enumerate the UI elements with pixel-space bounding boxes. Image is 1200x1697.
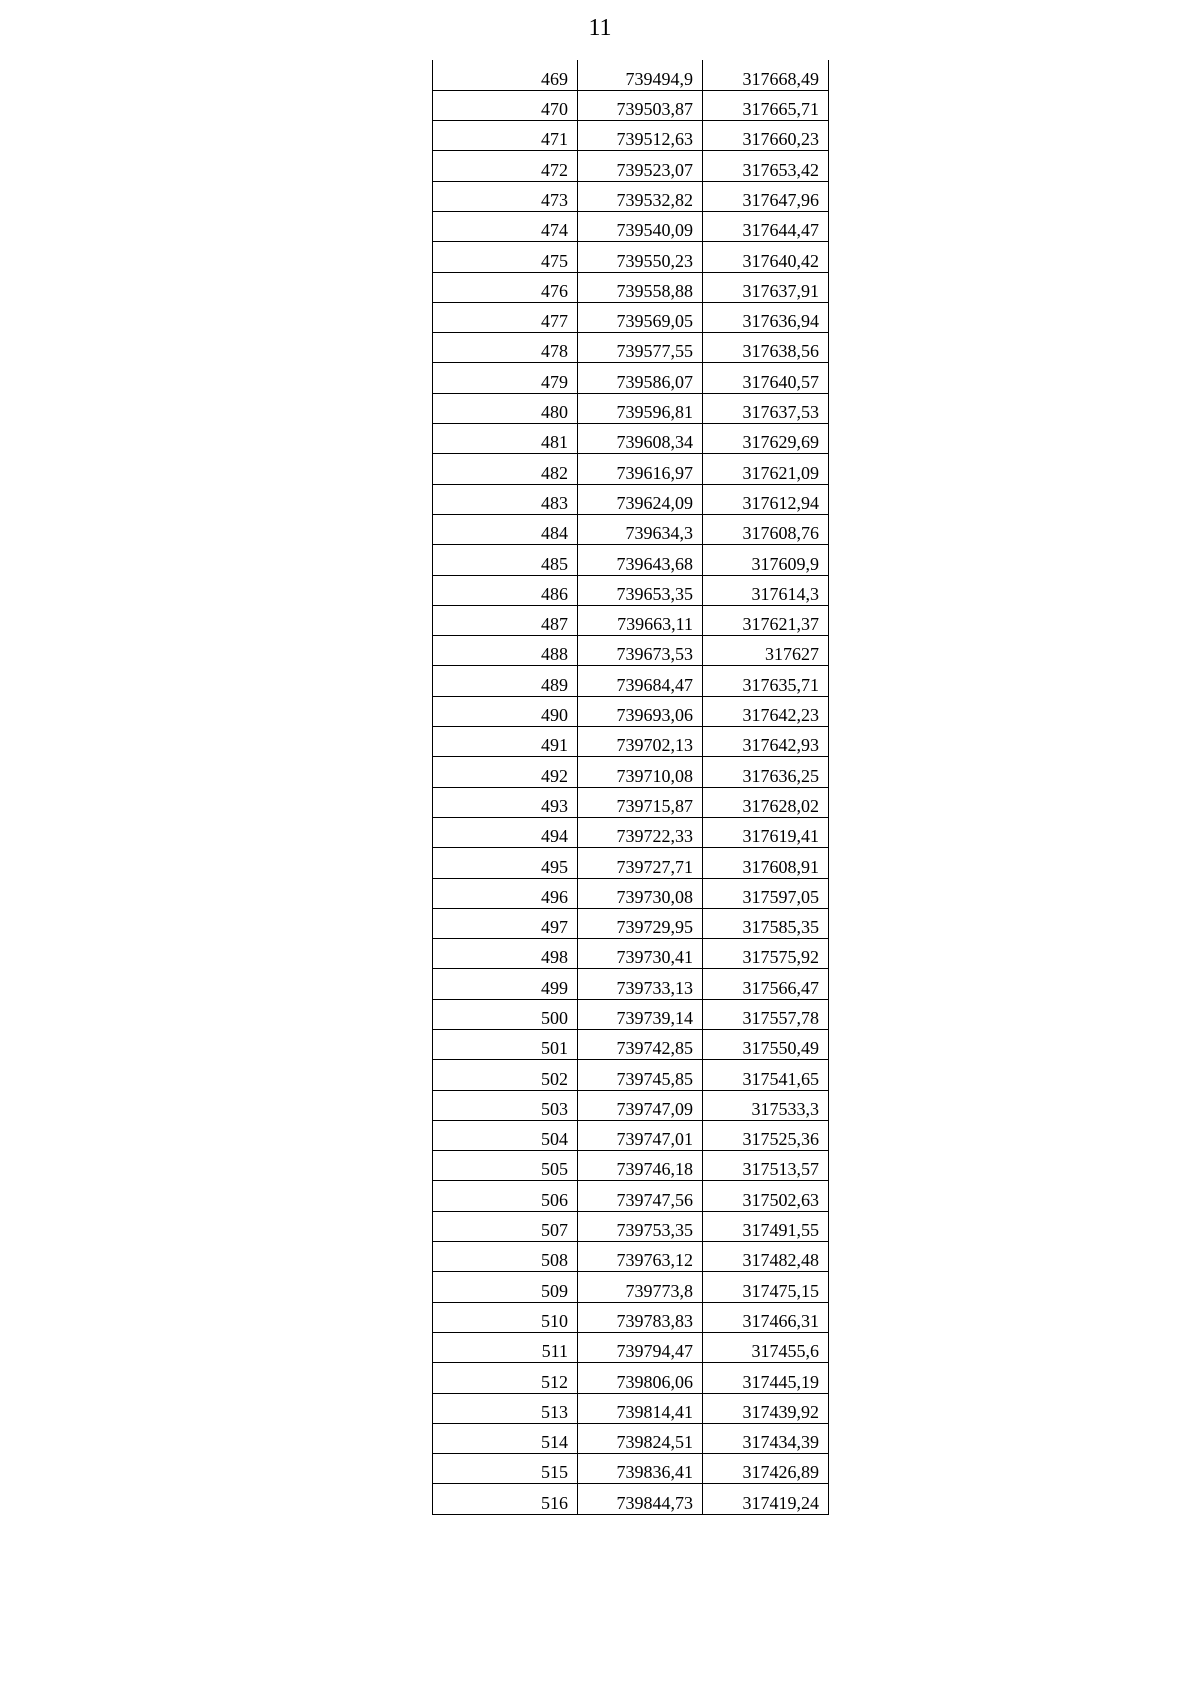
x-coordinate-cell: 739814,41 <box>578 1393 703 1423</box>
y-coordinate-cell: 317566,47 <box>703 969 829 999</box>
x-coordinate-cell: 739512,63 <box>578 121 703 151</box>
table-row <box>433 393 829 423</box>
x-coordinate-cell: 739783,83 <box>578 1302 703 1332</box>
coordinates-table-body <box>433 60 829 1514</box>
point-number-cell: 496 <box>433 878 578 908</box>
x-coordinate-cell: 739794,47 <box>578 1332 703 1362</box>
y-coordinate-cell: 317637,91 <box>703 272 829 302</box>
point-number-cell: 474 <box>433 211 578 241</box>
table-row <box>433 939 829 969</box>
x-coordinate-cell: 739763,12 <box>578 1242 703 1272</box>
x-coordinate-cell: 739806,06 <box>578 1363 703 1393</box>
y-coordinate-cell: 317419,24 <box>703 1484 829 1514</box>
table-row <box>433 484 829 514</box>
point-number-cell: 513 <box>433 1393 578 1423</box>
point-number-cell: 500 <box>433 999 578 1029</box>
y-coordinate-cell: 317502,63 <box>703 1181 829 1211</box>
y-coordinate-cell: 317638,56 <box>703 333 829 363</box>
point-number-cell: 503 <box>433 1090 578 1120</box>
x-coordinate-cell: 739733,13 <box>578 969 703 999</box>
x-coordinate-cell: 739569,05 <box>578 302 703 332</box>
y-coordinate-cell: 317621,37 <box>703 605 829 635</box>
x-coordinate-cell: 739643,68 <box>578 545 703 575</box>
y-coordinate-cell: 317642,93 <box>703 727 829 757</box>
point-number-cell: 505 <box>433 1151 578 1181</box>
point-number-cell: 493 <box>433 787 578 817</box>
y-coordinate-cell: 317637,53 <box>703 393 829 423</box>
page-number: 11 <box>588 15 612 41</box>
table-row <box>433 666 829 696</box>
point-number-cell: 512 <box>433 1363 578 1393</box>
x-coordinate-cell: 739693,06 <box>578 696 703 726</box>
point-number-cell: 508 <box>433 1242 578 1272</box>
x-coordinate-cell: 739523,07 <box>578 151 703 181</box>
table-row <box>433 302 829 332</box>
x-coordinate-cell: 739745,85 <box>578 1060 703 1090</box>
table-row <box>433 1060 829 1090</box>
table-row <box>433 1120 829 1150</box>
x-coordinate-cell: 739684,47 <box>578 666 703 696</box>
x-coordinate-cell: 739673,53 <box>578 636 703 666</box>
x-coordinate-cell: 739586,07 <box>578 363 703 393</box>
point-number-cell: 510 <box>433 1302 578 1332</box>
point-number-cell: 471 <box>433 121 578 151</box>
x-coordinate-cell: 739747,09 <box>578 1090 703 1120</box>
y-coordinate-cell: 317491,55 <box>703 1211 829 1241</box>
point-number-cell: 487 <box>433 605 578 635</box>
x-coordinate-cell: 739608,34 <box>578 424 703 454</box>
table-row <box>433 151 829 181</box>
point-number-cell: 484 <box>433 514 578 544</box>
table-row <box>433 1030 829 1060</box>
point-number-cell: 486 <box>433 575 578 605</box>
table-row <box>433 1363 829 1393</box>
table-row <box>433 757 829 787</box>
x-coordinate-cell: 739503,87 <box>578 90 703 120</box>
y-coordinate-cell: 317608,91 <box>703 848 829 878</box>
table-row <box>433 60 829 90</box>
x-coordinate-cell: 739702,13 <box>578 727 703 757</box>
point-number-cell: 495 <box>433 848 578 878</box>
point-number-cell: 501 <box>433 1030 578 1060</box>
table-row <box>433 727 829 757</box>
table-row <box>433 878 829 908</box>
y-coordinate-cell: 317597,05 <box>703 878 829 908</box>
y-coordinate-cell: 317513,57 <box>703 1151 829 1181</box>
y-coordinate-cell: 317612,94 <box>703 484 829 514</box>
table-row <box>433 181 829 211</box>
point-number-cell: 477 <box>433 302 578 332</box>
x-coordinate-cell: 739729,95 <box>578 908 703 938</box>
y-coordinate-cell: 317665,71 <box>703 90 829 120</box>
x-coordinate-cell: 739710,08 <box>578 757 703 787</box>
y-coordinate-cell: 317647,96 <box>703 181 829 211</box>
point-number-cell: 499 <box>433 969 578 999</box>
y-coordinate-cell: 317628,02 <box>703 787 829 817</box>
table-row <box>433 1242 829 1272</box>
table-row <box>433 1393 829 1423</box>
y-coordinate-cell: 317621,09 <box>703 454 829 484</box>
table-row <box>433 211 829 241</box>
y-coordinate-cell: 317445,19 <box>703 1363 829 1393</box>
x-coordinate-cell: 739742,85 <box>578 1030 703 1060</box>
table-row <box>433 1090 829 1120</box>
table-row <box>433 454 829 484</box>
point-number-cell: 478 <box>433 333 578 363</box>
table-row <box>433 90 829 120</box>
y-coordinate-cell: 317608,76 <box>703 514 829 544</box>
table-row <box>433 1332 829 1362</box>
point-number-cell: 473 <box>433 181 578 211</box>
table-row <box>433 424 829 454</box>
x-coordinate-cell: 739753,35 <box>578 1211 703 1241</box>
x-coordinate-cell: 739558,88 <box>578 272 703 302</box>
table-row <box>433 242 829 272</box>
point-number-cell: 482 <box>433 454 578 484</box>
y-coordinate-cell: 317439,92 <box>703 1393 829 1423</box>
x-coordinate-cell: 739663,11 <box>578 605 703 635</box>
table-row <box>433 908 829 938</box>
x-coordinate-cell: 739577,55 <box>578 333 703 363</box>
table-row <box>433 696 829 726</box>
point-number-cell: 491 <box>433 727 578 757</box>
point-number-cell: 516 <box>433 1484 578 1514</box>
y-coordinate-cell: 317541,65 <box>703 1060 829 1090</box>
table-row <box>433 1181 829 1211</box>
y-coordinate-cell: 317640,42 <box>703 242 829 272</box>
y-coordinate-cell: 317525,36 <box>703 1120 829 1150</box>
y-coordinate-cell: 317475,15 <box>703 1272 829 1302</box>
y-coordinate-cell: 317434,39 <box>703 1423 829 1453</box>
point-number-cell: 502 <box>433 1060 578 1090</box>
table-row <box>433 1454 829 1484</box>
table-row <box>433 363 829 393</box>
point-number-cell: 481 <box>433 424 578 454</box>
y-coordinate-cell: 317636,25 <box>703 757 829 787</box>
point-number-cell: 515 <box>433 1454 578 1484</box>
point-number-cell: 507 <box>433 1211 578 1241</box>
point-number-cell: 472 <box>433 151 578 181</box>
x-coordinate-cell: 739773,8 <box>578 1272 703 1302</box>
point-number-cell: 469 <box>433 60 578 90</box>
y-coordinate-cell: 317619,41 <box>703 817 829 847</box>
table-row <box>433 787 829 817</box>
x-coordinate-cell: 739624,09 <box>578 484 703 514</box>
y-coordinate-cell: 317575,92 <box>703 939 829 969</box>
x-coordinate-cell: 739634,3 <box>578 514 703 544</box>
y-coordinate-cell: 317642,23 <box>703 696 829 726</box>
point-number-cell: 509 <box>433 1272 578 1302</box>
table-row <box>433 1484 829 1514</box>
x-coordinate-cell: 739532,82 <box>578 181 703 211</box>
table-row <box>433 1302 829 1332</box>
x-coordinate-cell: 739722,33 <box>578 817 703 847</box>
point-number-cell: 490 <box>433 696 578 726</box>
point-number-cell: 489 <box>433 666 578 696</box>
x-coordinate-cell: 739616,97 <box>578 454 703 484</box>
y-coordinate-cell: 317550,49 <box>703 1030 829 1060</box>
y-coordinate-cell: 317609,9 <box>703 545 829 575</box>
table-row <box>433 1272 829 1302</box>
point-number-cell: 511 <box>433 1332 578 1362</box>
y-coordinate-cell: 317627 <box>703 636 829 666</box>
y-coordinate-cell: 317640,57 <box>703 363 829 393</box>
y-coordinate-cell: 317585,35 <box>703 908 829 938</box>
y-coordinate-cell: 317644,47 <box>703 211 829 241</box>
point-number-cell: 497 <box>433 908 578 938</box>
point-number-cell: 483 <box>433 484 578 514</box>
y-coordinate-cell: 317482,48 <box>703 1242 829 1272</box>
point-number-cell: 485 <box>433 545 578 575</box>
y-coordinate-cell: 317660,23 <box>703 121 829 151</box>
table-row <box>433 333 829 363</box>
y-coordinate-cell: 317426,89 <box>703 1454 829 1484</box>
x-coordinate-cell: 739836,41 <box>578 1454 703 1484</box>
y-coordinate-cell: 317668,49 <box>703 60 829 90</box>
point-number-cell: 475 <box>433 242 578 272</box>
point-number-cell: 504 <box>433 1120 578 1150</box>
x-coordinate-cell: 739730,41 <box>578 939 703 969</box>
x-coordinate-cell: 739540,09 <box>578 211 703 241</box>
point-number-cell: 480 <box>433 393 578 423</box>
point-number-cell: 470 <box>433 90 578 120</box>
x-coordinate-cell: 739739,14 <box>578 999 703 1029</box>
y-coordinate-cell: 317653,42 <box>703 151 829 181</box>
x-coordinate-cell: 739550,23 <box>578 242 703 272</box>
table-row <box>433 121 829 151</box>
x-coordinate-cell: 739715,87 <box>578 787 703 817</box>
y-coordinate-cell: 317533,3 <box>703 1090 829 1120</box>
y-coordinate-cell: 317614,3 <box>703 575 829 605</box>
point-number-cell: 494 <box>433 817 578 847</box>
x-coordinate-cell: 739596,81 <box>578 393 703 423</box>
table-row <box>433 545 829 575</box>
point-number-cell: 492 <box>433 757 578 787</box>
table-row <box>433 999 829 1029</box>
table-row <box>433 848 829 878</box>
x-coordinate-cell: 739653,35 <box>578 575 703 605</box>
point-number-cell: 514 <box>433 1423 578 1453</box>
y-coordinate-cell: 317635,71 <box>703 666 829 696</box>
table-row <box>433 1211 829 1241</box>
x-coordinate-cell: 739730,08 <box>578 878 703 908</box>
table-row <box>433 605 829 635</box>
x-coordinate-cell: 739727,71 <box>578 848 703 878</box>
x-coordinate-cell: 739746,18 <box>578 1151 703 1181</box>
table-row <box>433 575 829 605</box>
table-row <box>433 636 829 666</box>
y-coordinate-cell: 317455,6 <box>703 1332 829 1362</box>
table-row <box>433 1151 829 1181</box>
x-coordinate-cell: 739747,56 <box>578 1181 703 1211</box>
table-row <box>433 514 829 544</box>
y-coordinate-cell: 317629,69 <box>703 424 829 454</box>
table-row <box>433 1423 829 1453</box>
table-row <box>433 272 829 302</box>
x-coordinate-cell: 739494,9 <box>578 60 703 90</box>
point-number-cell: 498 <box>433 939 578 969</box>
coordinates-table <box>432 60 829 1515</box>
table-row <box>433 969 829 999</box>
point-number-cell: 488 <box>433 636 578 666</box>
x-coordinate-cell: 739747,01 <box>578 1120 703 1150</box>
point-number-cell: 476 <box>433 272 578 302</box>
x-coordinate-cell: 739824,51 <box>578 1423 703 1453</box>
x-coordinate-cell: 739844,73 <box>578 1484 703 1514</box>
y-coordinate-cell: 317636,94 <box>703 302 829 332</box>
point-number-cell: 479 <box>433 363 578 393</box>
point-number-cell: 506 <box>433 1181 578 1211</box>
y-coordinate-cell: 317466,31 <box>703 1302 829 1332</box>
y-coordinate-cell: 317557,78 <box>703 999 829 1029</box>
table-row <box>433 817 829 847</box>
